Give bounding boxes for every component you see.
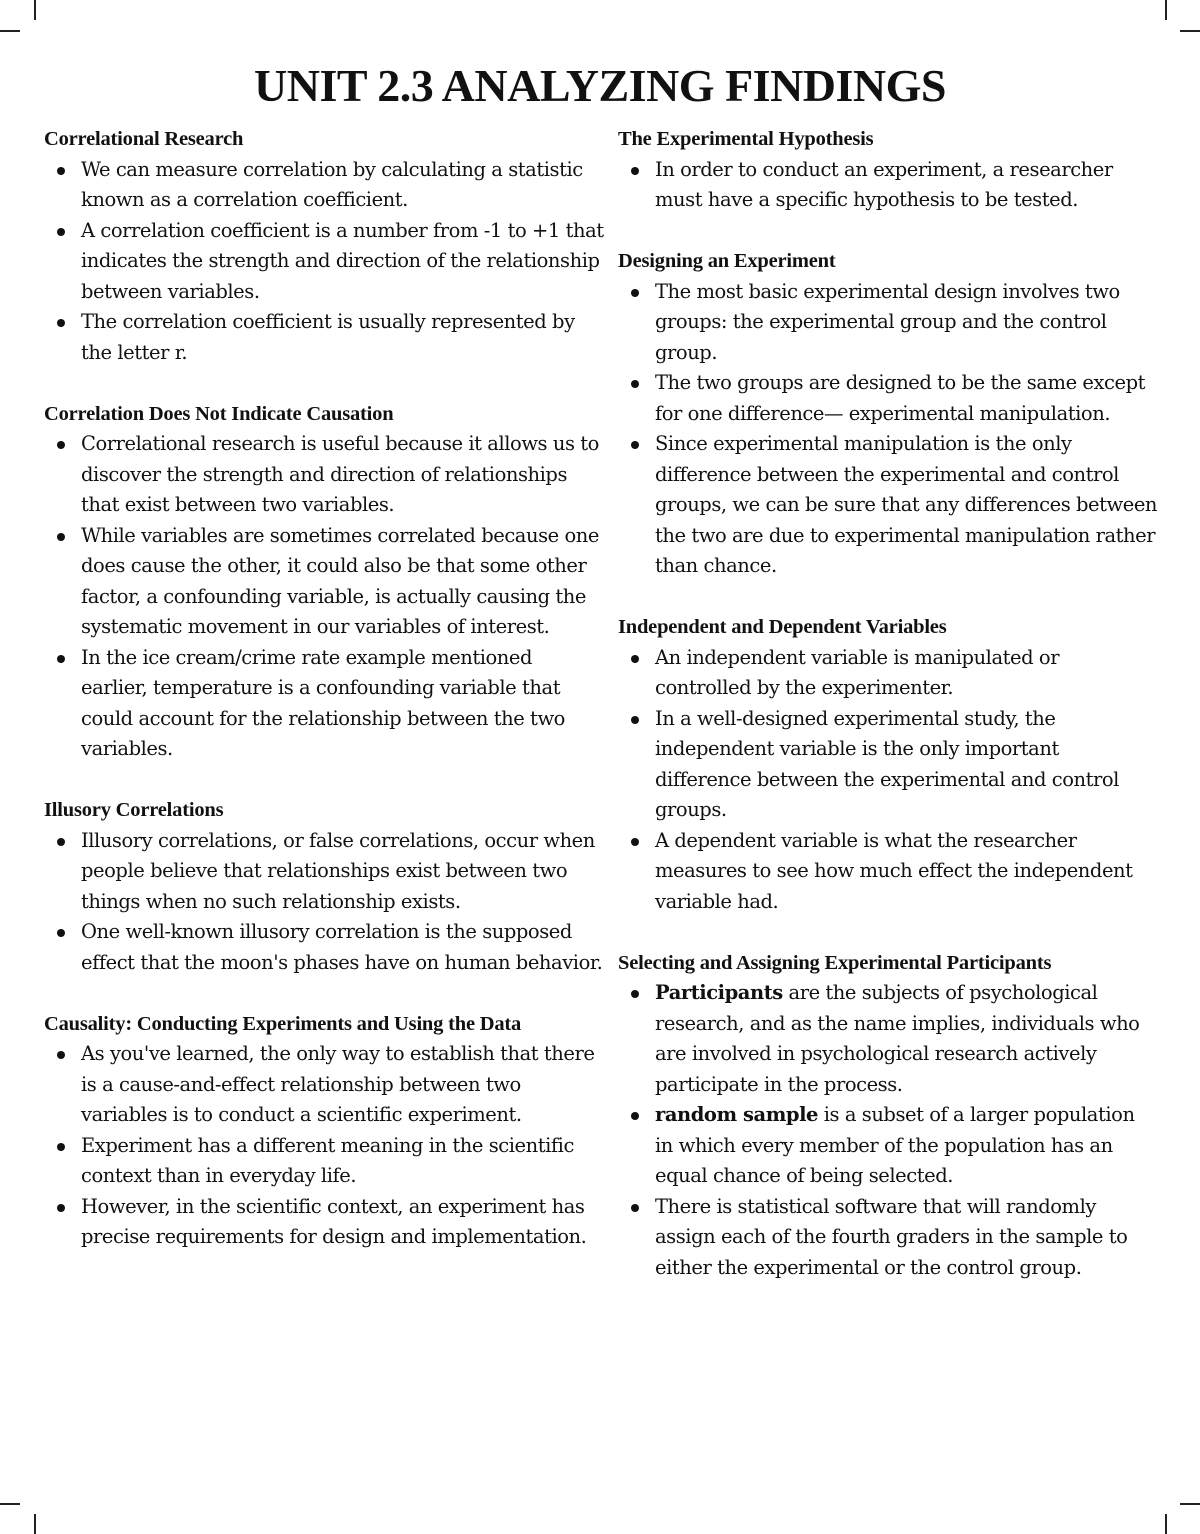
bullet-dot-icon — [57, 1051, 65, 1059]
bullet-list — [44, 1039, 604, 1253]
section-independent-and-dependent-variables — [618, 612, 1158, 917]
section-heading: Independent and Dependent Variables — [618, 616, 947, 638]
bullet-dot-icon — [57, 167, 65, 175]
bullet-item — [618, 1192, 1158, 1284]
bullet-item — [44, 521, 604, 643]
bullet-text: The two groups are designed to be the same except for one difference— experimental manipulation. — [655, 371, 1146, 425]
bullet-dot-icon — [631, 289, 639, 297]
section-correlational-research — [44, 124, 604, 368]
bullet-text: A dependent variable is what the researcher measures to see how much effect the independent variable had. — [655, 828, 1133, 913]
bullet-text: are the subjects of psychological research, and as the name implies, individuals who are involved in psychological research actively participate in the process. — [655, 981, 1140, 1096]
bullet-text: The most basic experimental design involves two groups: the experimental group and the control group. — [655, 279, 1120, 364]
crop-mark-bottom-left — [34, 1514, 36, 1534]
bullet-dot-icon — [631, 380, 639, 388]
bullet-item — [618, 704, 1158, 826]
bullet-dot-icon — [631, 838, 639, 846]
bullet-item — [618, 155, 1158, 216]
bullet-item — [44, 917, 604, 978]
crop-mark-bottom-right-horizontal — [1180, 1503, 1200, 1505]
bullet-text: Experiment has a different meaning in the scientific context than in everyday life. — [81, 1133, 574, 1187]
bullet-text: Correlational research is useful because it allows us to discover the strength and direction of relationships that exist between two variables. — [81, 432, 599, 516]
bullet-dot-icon — [57, 319, 65, 327]
bullet-text: As you've learned, the only way to establish that there is a cause-and-effect relationship between two variables is to conduct a scientific experiment. — [81, 1042, 595, 1126]
section-heading: Correlational Research — [44, 128, 244, 150]
bullet-text: An independent variable is manipulated or controlled by the experimenter. — [655, 645, 1060, 699]
bullet-list — [618, 643, 1158, 918]
bullet-dot-icon — [631, 990, 639, 998]
bullet-text: There is statistical software that will randomly assign each of the fourth graders in the sample to either the experimental or the control group. — [655, 1194, 1128, 1279]
bullet-item — [44, 1131, 604, 1192]
crop-mark-top-right-horizontal — [1180, 30, 1200, 32]
bullet-list — [44, 429, 604, 765]
crop-mark-top-left-horizontal — [0, 30, 20, 32]
bullet-item — [44, 216, 604, 308]
bullet-dot-icon — [631, 716, 639, 724]
bullet-item — [44, 826, 604, 918]
bullet-item — [618, 978, 1158, 1100]
section-correlation-does-not-indicate-causation — [44, 399, 604, 765]
bullet-list — [44, 826, 604, 979]
bullet-dot-icon — [631, 655, 639, 663]
right-column — [618, 124, 1158, 1314]
bullet-dot-icon — [631, 1112, 639, 1120]
bullet-dot-icon — [57, 441, 65, 449]
section-the-experimental-hypothesis — [618, 124, 1158, 216]
bullet-text: The correlation coefficient is usually represented by the letter r. — [81, 310, 575, 364]
bullet-item — [44, 155, 604, 216]
bullet-item — [618, 826, 1158, 918]
section-heading: Designing an Experiment — [618, 250, 836, 272]
page-title: UNIT 2.3 ANALYZING FINDINGS — [254, 60, 946, 111]
section-heading: Illusory Correlations — [44, 799, 224, 821]
crop-mark-top-left — [34, 0, 36, 20]
section-heading: The Experimental Hypothesis — [618, 128, 874, 150]
bullet-item — [618, 643, 1158, 704]
bullet-item — [618, 1100, 1158, 1192]
bullet-item — [44, 643, 604, 765]
section-heading: Selecting and Assigning Experimental Participants — [618, 951, 1052, 974]
section-heading: Causality: Conducting Experiments and Using the Data — [44, 1012, 522, 1035]
bullet-bold-term: random sample — [655, 1103, 818, 1126]
bullet-item — [618, 277, 1158, 369]
bullet-text: Illusory correlations, or false correlations, occur when people believe that relationships exist between two things when no such relationship exists. — [81, 828, 595, 913]
bullet-item — [44, 429, 604, 521]
left-column — [44, 124, 604, 1283]
section-illusory-correlations — [44, 795, 604, 978]
bullet-dot-icon — [57, 228, 65, 236]
bullet-item — [44, 1039, 604, 1131]
bullet-dot-icon — [631, 441, 639, 449]
bullet-text: A correlation coefficient is a number from -1 to +1 that indicates the strength and direction of the relationship between variables. — [81, 218, 604, 303]
bullet-text: is a subset of a larger population in which every member of the population has an equal chance of being selected. — [655, 1103, 1135, 1187]
bullet-list — [618, 155, 1158, 216]
bullet-text: While variables are sometimes correlated because one does cause the other, it could also be that some other factor, a confounding variable, is actually causing the systematic movement in our variables of interest. — [81, 523, 599, 638]
bullet-dot-icon — [57, 533, 65, 541]
bullet-text: In the ice cream/crime rate example mentioned earlier, temperature is a confounding variable that could account for the relationship between the two variables. — [81, 645, 565, 760]
bullet-item — [44, 1192, 604, 1253]
bullet-bold-term: Participants — [655, 981, 783, 1004]
bullet-dot-icon — [57, 838, 65, 846]
bullet-text: One well-known illusory correlation is the supposed effect that the moon's phases have on human behavior. — [81, 920, 603, 974]
bullet-dot-icon — [57, 1143, 65, 1151]
section-selecting-and-assigning-experimental-participants — [618, 948, 1158, 1284]
bullet-list — [618, 978, 1158, 1283]
bullet-text: Since experimental manipulation is the only difference between the experimental and control groups, we can be sure that any differences between the two are due to experimental manipulation rather than chance. — [655, 432, 1158, 577]
bullet-item — [618, 429, 1158, 582]
section-causality-conducting-experiments-and-using-the-data — [44, 1009, 604, 1253]
crop-mark-bottom-right — [1165, 1514, 1167, 1534]
crop-mark-bottom-left-horizontal — [0, 1503, 20, 1505]
bullet-list — [44, 155, 604, 369]
crop-mark-top-right — [1165, 0, 1167, 20]
bullet-dot-icon — [631, 167, 639, 175]
bullet-text: In a well-designed experimental study, the independent variable is the only important difference between the experimental and control groups. — [655, 706, 1119, 821]
bullet-text: We can measure correlation by calculating a statistic known as a correlation coefficient. — [81, 157, 583, 211]
section-heading: Correlation Does Not Indicate Causation — [44, 402, 394, 425]
bullet-dot-icon — [57, 655, 65, 663]
section-designing-an-experiment — [618, 246, 1158, 582]
bullet-text: In order to conduct an experiment, a researcher must have a specific hypothesis to be tested. — [655, 157, 1113, 211]
bullet-item — [618, 368, 1158, 429]
bullet-item — [44, 307, 604, 368]
bullet-dot-icon — [631, 1204, 639, 1212]
bullet-dot-icon — [57, 929, 65, 937]
bullet-list — [618, 277, 1158, 582]
bullet-text: However, in the scientific context, an experiment has precise requirements for design and implementation. — [81, 1194, 587, 1248]
bullet-dot-icon — [57, 1204, 65, 1212]
